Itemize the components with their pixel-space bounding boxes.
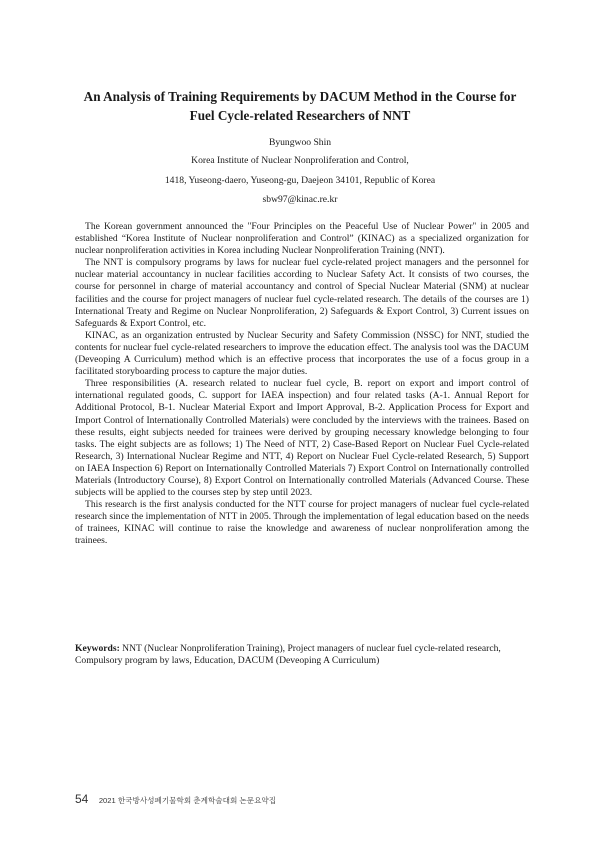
abstract-paragraph-1: The Korean government announced the "Four Principles on the Peaceful Use of Nuclear Power" in 2005 and established “Korea Institute of Nuclear nonproliferation and Control” (KINAC) as a specialized organization for nuclear nonproliferation activities in Korea including Nuclear Nonproliferation Training (NNT). bbox=[75, 221, 529, 257]
email: sbw97@kinac.re.kr bbox=[262, 194, 338, 205]
page-footer bbox=[75, 790, 276, 808]
keywords bbox=[75, 643, 529, 667]
keywords-text: NNT (Nuclear Nonproliferation Training), Project managers of nuclear fuel cycle-related research, Compulsory program by laws, Education, DACUM (Deveoping A Curriculum) bbox=[75, 643, 501, 667]
abstract-paragraph-3: KINAC, as an organization entrusted by Nuclear Security and Safety Commission (NSSC) for NNT, studied the contents for nuclear fuel cycle-related researchers to improve the education effect. The analysis tool was the DACUM (Deveoping A Curriculum) method which is an effective process that incorporates the use of a focus group in a facilitated storyboarding process to capture the major duties. bbox=[75, 329, 529, 378]
address: 1418, Yuseong-daero, Yuseong-gu, Daejeon 34101, Republic of Korea bbox=[164, 175, 436, 186]
keywords-label: Keywords: bbox=[75, 643, 120, 654]
title-line-2: Fuel Cycle-related Researchers of NNT bbox=[189, 108, 411, 123]
abstract-paragraph-2: The NNT is compulsory programs by laws for nuclear fuel cycle-related project managers and the personnel for nuclear material accountancy in nuclear facilities according to Nuclear Safety Act. It consists of two courses, the course for personnel in charge of material accountancy and control of Special Nuclear Material (SNM) at nuclear facilities and the course for project managers of nuclear fuel cycle-related research. The details of the courses are 1) International Treaty and Regime on Nuclear Nonproliferation, 2) Safeguards & Export Control, 3) Current issues on Safeguards & Export Control, etc. bbox=[75, 257, 529, 329]
page-number: 54 bbox=[75, 792, 89, 806]
affiliation: Korea Institute of Nuclear Nonproliferation and Control, bbox=[191, 155, 409, 166]
author-name: Byungwoo Shin bbox=[268, 137, 332, 148]
abstract-paragraph-5: This research is the first analysis conducted for the NTT course for project managers of nuclear fuel cycle-related research since the implementation of NTT in 2005. Through the implementation of legal education based on the needs of trainees, KINAC will continue to raise the knowledge and awareness of nuclear nonproliferation among the trainees. bbox=[75, 499, 529, 547]
title-line-1: An Analysis of Training Requirements by DACUM Method in the Course for bbox=[83, 89, 517, 104]
abstract-paragraph-4: Three responsibilities (A. research related to nuclear fuel cycle, B. report on export and import control of international regulated goods, C. support for IAEA inspection) and four related tasks (A-1. Annual Report for Additional Protocol, B-1. Nuclear Material Export and Import Approval, B-2. Application Process for Export and Import Control of Internationally Controlled Materials) were concluded by the interviews with the trainees. Based on these results, eight subjects needed for trainees were derived by grouping necessary knowledge belonging to four tasks. The eight subjects are as follows; 1) The Need of NTT, 2) Case-Based Report on Nuclear Fuel Cycle-related Research, 3) International Nuclear Regime and NTT, 4) Report on Nuclear Fuel Cycle-related Research, 5) Support on IAEA Inspection 6) Report on Internationally Controlled Materials 7) Export Control on Internationally controlled Materials (Introductory Course), 8) Export Control on Internationally controlled Materials (Advanced Course. These subjects will be applied to the courses step by step until 2023. bbox=[75, 378, 529, 499]
paper-title bbox=[60, 87, 540, 125]
abstract-body bbox=[75, 221, 529, 548]
proceedings-name: 2021 한국방사성폐기물학회 춘계학술대회 논문요약집 bbox=[98, 796, 277, 805]
